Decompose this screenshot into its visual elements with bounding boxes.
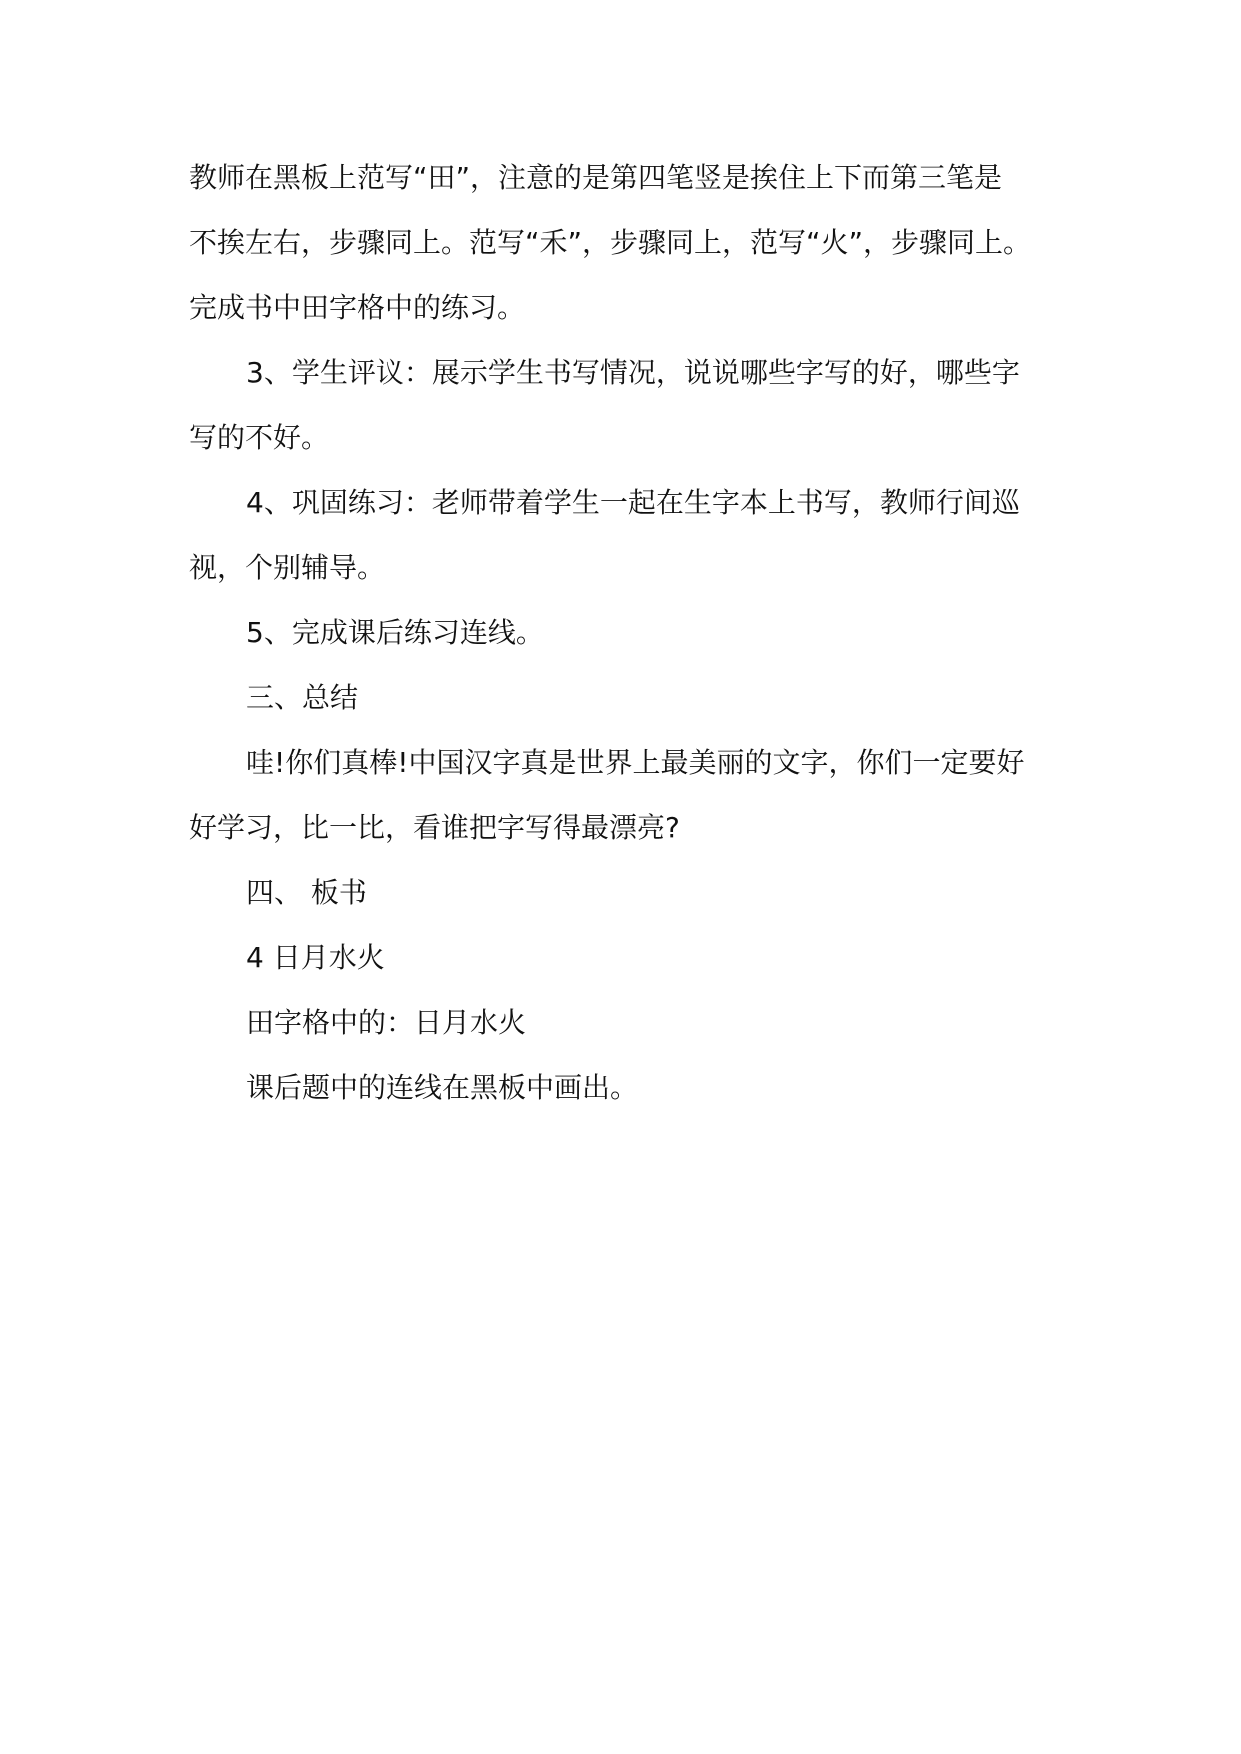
section-heading: 四、 板书 [246, 876, 367, 909]
section-heading: 三、总结 [246, 681, 359, 714]
paragraph-line: 4、巩固练习：老师带着学生一起在生字本上书写，教师行间巡 [246, 486, 1020, 519]
paragraph-line: 哇!你们真棒!中国汉字真是世界上最美丽的文字，你们一定要好 [246, 746, 1025, 779]
paragraph-line: 教师在黑板上范写“田”，注意的是第四笔竖是挨住上下而第三笔是 [189, 161, 1003, 194]
paragraph-line: 田字格中的：日月水火 [246, 1006, 527, 1039]
paragraph-line: 好学习，比一比，看谁把字写得最漂亮? [189, 811, 680, 844]
paragraph-line: 课后题中的连线在黑板中画出。 [246, 1071, 639, 1104]
paragraph-line: 视，个别辅导。 [189, 551, 386, 584]
paragraph-line: 完成书中田字格中的练习。 [189, 291, 526, 324]
paragraph-line: 写的不好。 [189, 421, 330, 454]
paragraph-line: 4 日月水火 [246, 941, 385, 974]
paragraph-line: 不挨左右，步骤同上。范写“禾”，步骤同上，范写“火”，步骤同上。 [189, 226, 1032, 259]
paragraph-line: 5、完成课后练习连线。 [246, 616, 544, 649]
paragraph-line: 3、学生评议：展示学生书写情况，说说哪些字写的好，哪些字 [246, 356, 1020, 389]
